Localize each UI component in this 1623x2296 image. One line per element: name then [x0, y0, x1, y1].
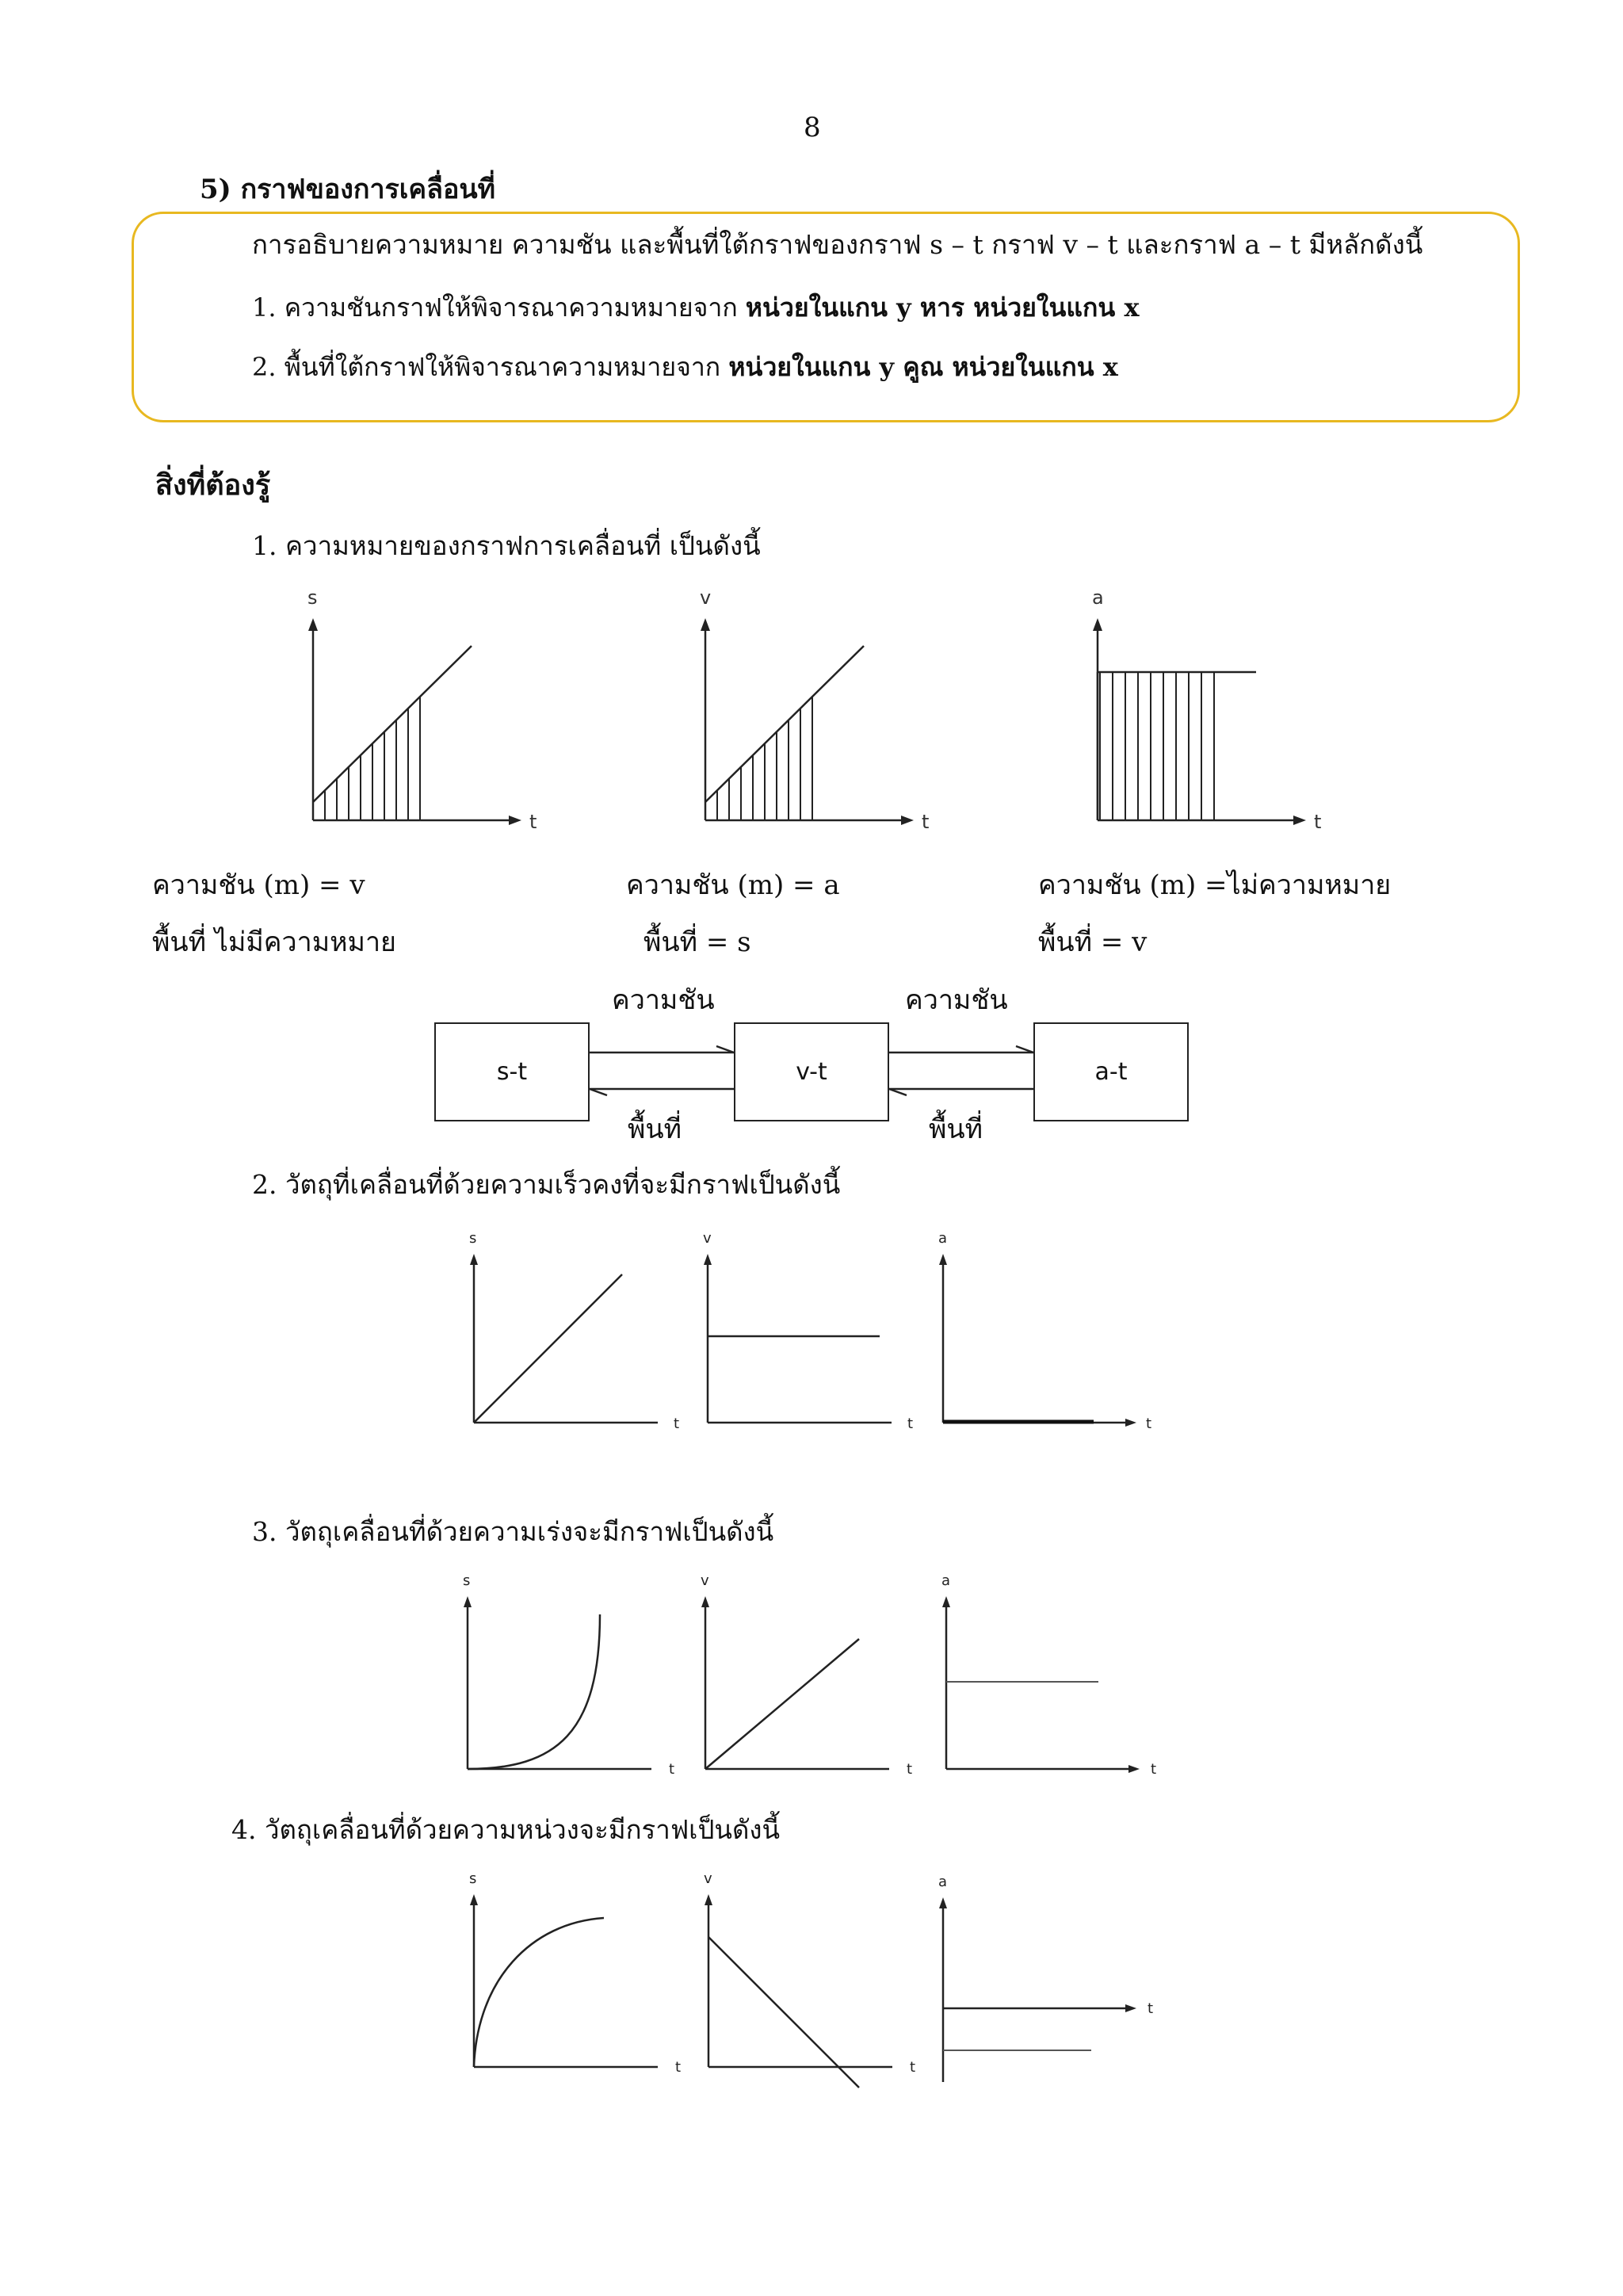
area-caption-vt: พื้นที่ = s — [643, 926, 751, 958]
box-item-1-prefix: 1. ความชันกราฟให้พิจารณาความหมายจาก — [252, 292, 738, 323]
case4-graph-st — [460, 1869, 697, 2083]
axis-label-v: v — [701, 1572, 709, 1589]
meaning-graph-st — [293, 586, 563, 848]
need-to-know-heading: สิ่งที่ต้องรู้ — [155, 468, 271, 502]
hatch-area-st — [325, 696, 420, 820]
section-heading: 5) กราฟของการเคลื่อนที่ — [200, 174, 496, 205]
flow-bottom-label-1: พื้นที่ — [628, 1114, 682, 1145]
slope-caption-vt: ความชัน (m) = a — [626, 869, 840, 901]
axis-label-t: t — [529, 811, 537, 833]
axis-label-t: t — [910, 2059, 916, 2076]
box-item-1 — [252, 292, 1140, 323]
axis-label-v: v — [703, 1230, 712, 1247]
axis-label-t: t — [907, 1415, 914, 1432]
case4-graph-at — [929, 1872, 1167, 2094]
axis-label-t: t — [1146, 1415, 1152, 1432]
area-caption-at: พื้นที่ = v — [1038, 926, 1148, 958]
hatch-area-at — [1098, 672, 1214, 820]
axis-label-a: a — [941, 1572, 951, 1589]
case2-graph-vt — [693, 1228, 931, 1442]
box-item-2-prefix: 2. พื้นที่ใต้กราฟให้พิจารณาความหมายจาก — [252, 352, 721, 382]
axis-label-a: a — [938, 1874, 948, 1890]
flow-box-vt: v-t — [734, 1022, 889, 1121]
axis-label-t: t — [907, 1761, 913, 1778]
need-to-know-p1: 1. ความหมายของกราฟการเคลื่อนที่ เป็นดังนี้ — [252, 530, 761, 561]
axis-label-v: v — [700, 586, 712, 609]
case2-title: 2. วัตถุที่เคลื่อนที่ด้วยความเร็วคงที่จะมีกราฟเป็นดังนี้ — [252, 1169, 841, 1200]
case2-graph-st — [460, 1228, 697, 1442]
case3-graph-vt — [691, 1571, 929, 1785]
axis-label-t: t — [1314, 811, 1322, 833]
flow-arrows — [590, 1022, 1033, 1121]
axis-label-t: t — [674, 1415, 680, 1432]
hatch-area-vt — [717, 696, 812, 820]
axis-label-s: s — [469, 1230, 477, 1247]
meaning-graph-at — [1078, 586, 1347, 848]
axis-label-t: t — [1151, 1761, 1157, 1778]
axis-label-s: s — [469, 1870, 477, 1887]
axis-label-a: a — [1092, 586, 1104, 609]
axis-label-s: s — [463, 1572, 471, 1589]
box-item-2 — [252, 354, 1118, 380]
case3-graph-at — [932, 1571, 1170, 1785]
flow-box-at: a-t — [1033, 1022, 1189, 1121]
flow-bottom-label-2: พื้นที่ — [929, 1114, 983, 1145]
axis-label-t: t — [922, 811, 930, 833]
meaning-graph-vt — [685, 586, 955, 848]
slope-caption-st: ความชัน (m) = v — [152, 869, 365, 901]
axis-label-v: v — [704, 1870, 712, 1887]
box-intro: การอธิบายความหมาย ความชัน และพื้นที่ใต้กราฟของกราฟ s – t กราฟ v – t และกราฟ a – t มีหลักดังนี้ — [252, 229, 1423, 260]
area-caption-st: พื้นที่ ไม่มีความหมาย — [152, 926, 396, 958]
axis-label-a: a — [938, 1230, 948, 1247]
case3-graph-st — [453, 1571, 691, 1785]
axis-label-t: t — [675, 2059, 682, 2076]
slope-caption-at: ความชัน (m) =ไม่ความหมาย — [1038, 869, 1392, 901]
box-item-1-bold: หน่วยในแกน y หาร หน่วยในแกน x — [745, 292, 1140, 323]
case3-title: 3. วัตถุเคลื่อนที่ด้วยความเร่งจะมีกราฟเป็นดังนี้ — [252, 1516, 774, 1547]
flow-top-label-1: ความชัน — [612, 984, 715, 1016]
case4-title: 4. วัตถุเคลื่อนที่ด้วยความหน่วงจะมีกราฟเป็นดังนี้ — [231, 1814, 781, 1845]
page-number: 8 — [804, 112, 821, 143]
axis-label-t: t — [669, 1761, 675, 1778]
axis-label-s: s — [307, 586, 318, 609]
flow-top-label-2: ความชัน — [905, 984, 1008, 1016]
case2-graph-at — [929, 1228, 1167, 1442]
box-item-2-bold: หน่วยในแกน y คูณ หน่วยในแกน x — [728, 352, 1118, 382]
flow-box-st: s-t — [434, 1022, 590, 1121]
case4-graph-vt — [694, 1869, 932, 2107]
axis-label-t: t — [1148, 2000, 1154, 2017]
